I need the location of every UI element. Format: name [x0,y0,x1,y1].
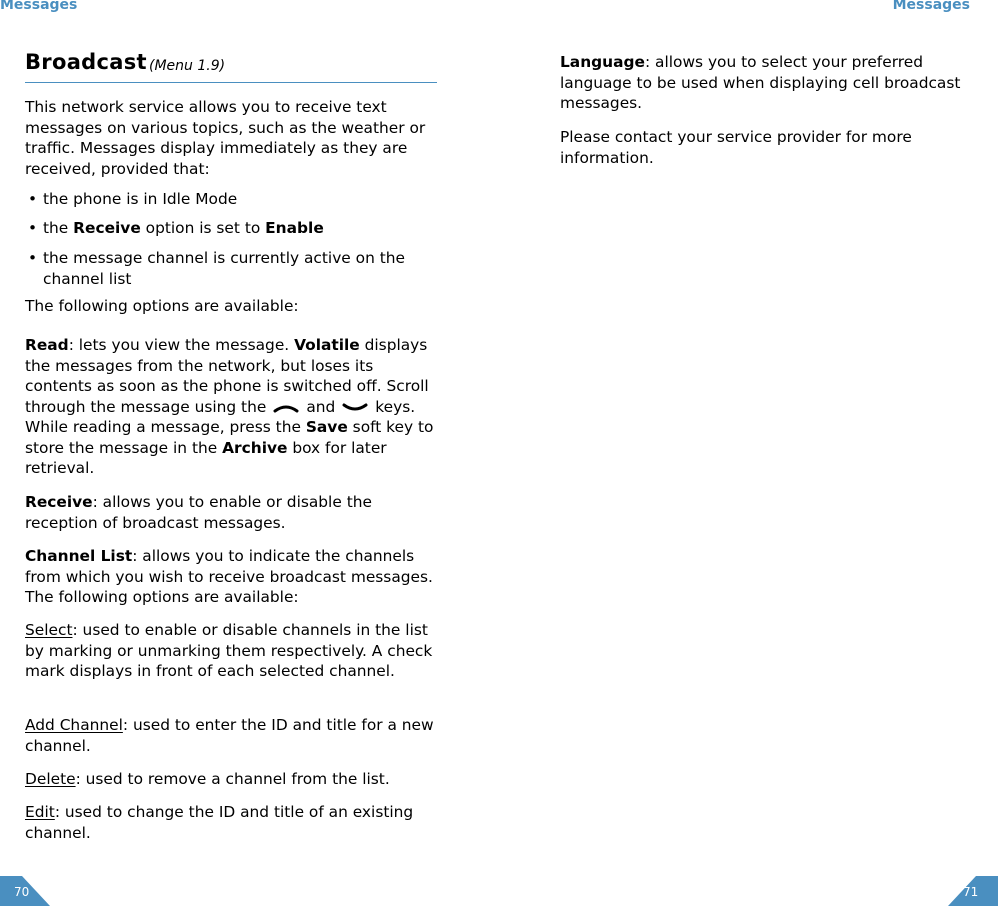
text: soft key to store the message in the [25,418,434,457]
page-number-tab-left [0,876,50,906]
bullet-text: option is set to [140,219,266,237]
text: : allows you to select your preferred language to be used when displaying cell broadcast messages. [560,53,961,112]
section-title-bar [25,50,437,83]
add-channel-paragraph [25,715,437,756]
text: : used to enter the ID and title for a new channel. [25,716,434,755]
up-key-icon [272,400,300,414]
bullet-receive-enable [25,218,437,239]
down-key-icon [341,400,369,414]
page-number-right: 71 [963,885,979,899]
select-paragraph [25,620,437,682]
term-language: Language [560,53,645,71]
running-header-left: Messages [0,0,78,13]
bullet-text: the message channel is currently active on the channel list [43,249,405,288]
term-delete: Delete [25,770,76,788]
term-volatile: Volatile [294,336,360,354]
receive-paragraph [25,492,437,533]
text: displays the messages from the network, but loses its contents as soon as the phone is switched off. Scroll through the message using the [25,336,429,416]
intro-paragraph: This network service allows you to receive text messages on various topics, such as the weather or traffic. Messages display immediately as they are received, provided that: [25,98,426,178]
text: : lets you view the message. [68,336,295,354]
bold-term: Enable [265,219,324,237]
bullet-text: the phone is in Idle Mode [43,190,238,208]
term-receive: Receive [25,493,93,511]
language-paragraph [560,52,972,114]
text: keys. While reading a message, press the [25,397,416,436]
term-read: Read [25,336,69,354]
page-number-tab-right [948,876,998,906]
text: and [306,397,336,416]
bullet-idle-mode [25,189,437,210]
running-header-right: Messages [892,0,970,13]
page-number-left: 70 [14,885,30,899]
text: : used to enable or disable channels in the list by marking or unmarking them respectively. A check mark displays in front of each selected channel. [25,621,433,680]
term-archive: Archive [222,438,288,457]
channel-list-paragraph [25,546,437,608]
term-channel-list: Channel List [25,547,133,565]
term-add-channel: Add Channel [25,716,123,734]
term-save: Save [305,418,348,436]
text: : allows you to indicate the channels from which you wish to receive broadcast messages. The following options are available: [25,547,433,606]
bullet-text: the [43,219,74,237]
bullet-dot: • [28,219,38,237]
bold-term: Receive [73,219,141,237]
bullet-channel-active [25,248,437,289]
text: : used to remove a channel from the list. [75,770,390,788]
text: : used to change the ID and title of an existing channel. [25,803,414,842]
edit-paragraph [25,802,437,843]
bullet-dot: • [28,249,38,267]
delete-paragraph [25,769,437,790]
section-title: Broadcast [25,50,147,74]
term-select: Select [25,621,73,639]
options-intro: The following options are available: [25,297,299,315]
read-paragraph [25,335,437,479]
text: : allows you to enable or disable the reception of broadcast messages. [25,493,372,532]
contact-paragraph: Please contact your service provider for more information. [560,128,912,167]
bullet-dot: • [28,190,38,208]
text: box for later retrieval. [25,438,387,477]
menu-reference: (Menu 1.9) [149,58,226,74]
term-edit: Edit [25,803,55,821]
